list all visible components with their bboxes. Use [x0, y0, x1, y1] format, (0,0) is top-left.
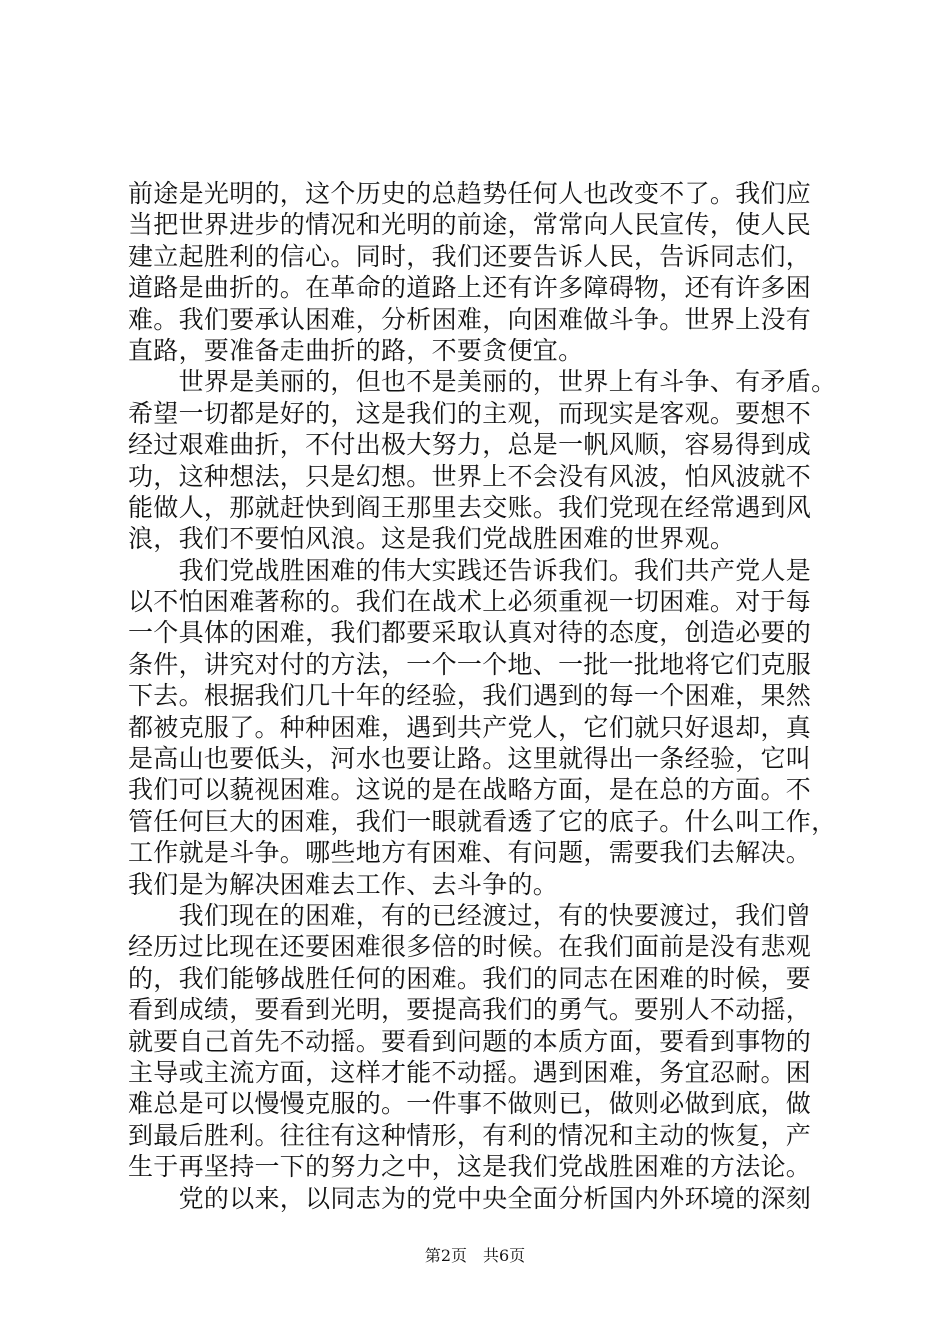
text-line: 都被克服了。种种困难，遇到共产党人，它们就只好退却，真	[128, 712, 812, 742]
text-line: 我们现在的困难，有的已经渡过，有的快要渡过，我们曾	[128, 900, 812, 930]
text-line: 功，这种想法，只是幻想。世界上不会没有风波，怕风波就不	[128, 461, 812, 491]
text-line: 工作就是斗争。哪些地方有困难、有问题，需要我们去解决。	[128, 838, 812, 868]
text-line: 难总是可以慢慢克服的。一件事不做则已，做则必做到底，做	[128, 1089, 812, 1119]
text-line: 我们可以藐视困难。这说的是在战略方面，是在总的方面。不	[128, 775, 812, 805]
text-line: 我们党战胜困难的伟大实践还告诉我们。我们共产党人是	[128, 555, 812, 585]
page-footer: 第2页 共6页	[424, 1246, 526, 1265]
text-line: 建立起胜利的信心。同时，我们还要告诉人民，告诉同志们，	[128, 241, 812, 271]
text-line: 管任何巨大的困难，我们一眼就看透了它的底子。什么叫工作，	[128, 806, 837, 836]
text-line: 前途是光明的，这个历史的总趋势任何人也改变不了。我们应	[128, 179, 812, 208]
text-line: 主导或主流方面，这样才能不动摇。遇到困难，务宜忍耐。困	[128, 1057, 812, 1087]
body-text	[128, 178, 838, 1214]
text-line: 就要自己首先不动摇。要看到问题的本质方面，要看到事物的	[128, 1026, 812, 1056]
text-line: 一个具体的困难，我们都要采取认真对待的态度，创造必要的	[128, 618, 812, 648]
text-line: 世界是美丽的，但也不是美丽的，世界上有斗争、有矛盾。	[128, 367, 837, 397]
text-line: 下去。根据我们几十年的经验，我们遇到的每一个困难，果然	[128, 681, 812, 711]
text-line: 希望一切都是好的，这是我们的主观，而现实是客观。要想不	[128, 398, 812, 428]
text-line: 经历过比现在还要困难很多倍的时候。在我们面前是没有悲观	[128, 932, 812, 962]
text-line: 直路，要准备走曲折的路，不要贪便宜。	[128, 335, 584, 365]
text-line: 能做人，那就赶快到阎王那里去交账。我们党现在经常遇到风	[128, 492, 812, 522]
text-line: 我们是为解决困难去工作、去斗争的。	[128, 869, 559, 899]
text-line: 条件，讲究对付的方法，一个一个地、一批一批地将它们克服	[128, 649, 812, 679]
text-line: 道路是曲折的。在革命的道路上还有许多障碍物，还有许多困	[128, 273, 812, 303]
text-line: 生于再坚持一下的努力之中，这是我们党战胜困难的方法论。	[128, 1152, 812, 1182]
text-line: 经过艰难曲折，不付出极大努力，总是一帆风顺，容易得到成	[128, 430, 812, 460]
text-line: 浪，我们不要怕风浪。这是我们党战胜困难的世界观。	[128, 524, 736, 554]
text-line: 党的以来，以同志为的党中央全面分析国内外环境的深刻	[128, 1183, 812, 1213]
text-line: 是高山也要低头，河水也要让路。这里就得出一条经验，它叫	[128, 744, 812, 774]
text-line: 的，我们能够战胜任何的困难。我们的同志在困难的时候，要	[128, 963, 812, 993]
text-line: 以不怕困难著称的。我们在战术上必须重视一切困难。对于每	[128, 587, 812, 617]
text-line: 看到成绩，要看到光明，要提高我们的勇气。要别人不动摇，	[128, 995, 812, 1025]
text-line: 当把世界进步的情况和光明的前途，常常向人民宣传，使人民	[128, 210, 812, 240]
text-line: 到最后胜利。往往有这种情形，有利的情况和主动的恢复，产	[128, 1120, 812, 1150]
text-line: 难。我们要承认困难，分析困难，向困难做斗争。世界上没有	[128, 304, 812, 334]
